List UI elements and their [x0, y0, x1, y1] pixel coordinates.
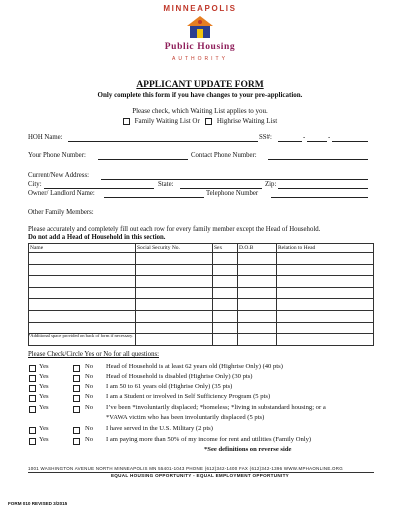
no-checkbox[interactable]: [73, 365, 80, 372]
table-cell[interactable]: [213, 299, 238, 311]
question-5-continuation: *VAWA victim who has been involuntarily displaced (5 pts): [106, 414, 265, 421]
col-name: Name: [29, 244, 136, 253]
ssn-field-1[interactable]: [278, 134, 302, 142]
no-checkbox[interactable]: [73, 427, 80, 434]
ssn-field-2[interactable]: [307, 134, 327, 142]
no-label: No: [85, 425, 94, 432]
table-row: [29, 253, 374, 265]
no-checkbox[interactable]: [73, 438, 80, 445]
yes-checkbox[interactable]: [29, 365, 36, 372]
table-row: [29, 287, 374, 299]
table-cell[interactable]: [277, 287, 374, 299]
yes-label: Yes: [39, 383, 49, 390]
yes-label: Yes: [39, 393, 49, 400]
additional-space-note: *Additional space provided on back of form if necessary.: [28, 333, 134, 338]
table-cell[interactable]: [213, 264, 238, 276]
table-cell[interactable]: [213, 276, 238, 288]
waiting-list-instruction: Please check, which Waiting List applies to you.: [132, 107, 268, 115]
table-cell[interactable]: [238, 299, 277, 311]
highrise-list-checkbox[interactable]: [205, 118, 212, 125]
address-field[interactable]: [101, 172, 368, 180]
no-label: No: [85, 363, 94, 370]
hoh-name-label: HOH Name:: [28, 134, 63, 141]
family-instruction: Please accurately and completely fill out each row for every family member except the Head of Household.: [28, 226, 321, 233]
no-label: No: [85, 383, 94, 390]
no-label: No: [85, 373, 94, 380]
mpha-logo: [140, 4, 260, 70]
table-cell[interactable]: [277, 253, 374, 265]
yes-checkbox[interactable]: [29, 427, 36, 434]
table-cell[interactable]: [213, 310, 238, 322]
table-cell[interactable]: [29, 322, 136, 334]
question-text: I have served in the U.S. Military (2 pts): [106, 425, 213, 432]
zip-label: Zip:: [265, 181, 277, 188]
table-cell[interactable]: [213, 253, 238, 265]
form-number: FORM 010 REVISED 3/2015: [8, 501, 68, 506]
phone-label: Your Phone Number:: [28, 152, 86, 159]
table-row: [29, 310, 374, 322]
table-cell[interactable]: [277, 334, 374, 346]
table-cell[interactable]: [238, 310, 277, 322]
no-checkbox[interactable]: [73, 385, 80, 392]
table-cell[interactable]: [136, 287, 213, 299]
table-row: [29, 264, 374, 276]
table-cell[interactable]: [238, 287, 277, 299]
table-row: [29, 276, 374, 288]
table-cell[interactable]: [277, 310, 374, 322]
waiting-list-choices: [0, 117, 400, 125]
table-cell[interactable]: [136, 322, 213, 334]
ssn-field-3[interactable]: [332, 134, 368, 142]
or-label: Or: [192, 117, 200, 125]
owner-label: Owner/ Landlord Name:: [28, 190, 95, 197]
zip-field[interactable]: [278, 181, 368, 189]
ssn-label: SS#:: [259, 134, 272, 141]
col-sex: Sex: [213, 244, 238, 253]
table-cell[interactable]: [136, 299, 213, 311]
table-cell[interactable]: [29, 253, 136, 265]
table-cell[interactable]: [136, 276, 213, 288]
phone-field[interactable]: [98, 152, 188, 160]
question-text: I’ve been *involuntarily displaced; *homeless; *living in substandard housing; or a: [106, 404, 326, 411]
table-row: [29, 299, 374, 311]
table-cell[interactable]: [238, 253, 277, 265]
logo-mid-text: Public Housing: [164, 42, 236, 52]
family-members-table: [28, 243, 374, 346]
no-checkbox[interactable]: [73, 395, 80, 402]
table-cell[interactable]: [29, 310, 136, 322]
footer-address: 1001 WASHINGTON AVENUE NORTH MINNEAPOLIS MN 55401-1043 PHONE (612)342-1400 FAX (612)342-1396 WWW.MPHAONLINE.ORG: [28, 466, 343, 471]
table-cell[interactable]: [238, 264, 277, 276]
address-label: Current/New Address:: [28, 172, 89, 179]
table-cell[interactable]: [238, 322, 277, 334]
table-row: [29, 322, 374, 334]
owner-field[interactable]: [104, 190, 204, 198]
state-field[interactable]: [180, 181, 262, 189]
table-cell[interactable]: [277, 276, 374, 288]
table-cell[interactable]: [29, 287, 136, 299]
table-cell[interactable]: [213, 287, 238, 299]
table-header-row: [29, 244, 374, 253]
yes-checkbox[interactable]: [29, 375, 36, 382]
contact-phone-field[interactable]: [268, 152, 368, 160]
yes-checkbox[interactable]: [29, 438, 36, 445]
logo-bottom-text: AUTHORITY: [172, 56, 228, 62]
yes-label: Yes: [39, 404, 49, 411]
footer-tagline: EQUAL HOUSING OPPORTUNITY - EQUAL EMPLOYMENT OPPORTUNITY: [110, 473, 290, 478]
yes-checkbox[interactable]: [29, 385, 36, 392]
state-label: State:: [158, 181, 174, 188]
yes-checkbox[interactable]: [29, 406, 36, 413]
table-cell[interactable]: [277, 264, 374, 276]
table-cell[interactable]: [29, 299, 136, 311]
table-cell[interactable]: [136, 264, 213, 276]
no-label: No: [85, 393, 94, 400]
col-ssn: Social Security No.: [136, 244, 213, 253]
table-cell[interactable]: [213, 322, 238, 334]
telephone-field[interactable]: [271, 190, 368, 198]
table-cell[interactable]: [136, 310, 213, 322]
form-title: APPLICANT UPDATE FORM: [136, 80, 264, 90]
definitions-note: *See definitions on reverse side: [204, 446, 292, 453]
yes-label: Yes: [39, 425, 49, 432]
yes-label: Yes: [39, 363, 49, 370]
questions-heading: Please Check/Circle Yes or No for all questions:: [28, 351, 160, 358]
yes-checkbox[interactable]: [29, 395, 36, 402]
family-list-label: Family Waiting List: [134, 117, 191, 125]
telephone-label: Telephone Number: [206, 190, 259, 197]
logo-top-text: MINNEAPOLIS: [163, 4, 237, 13]
question-text: Head of Household is disabled (Highrise Only) (30 pts): [106, 373, 253, 380]
question-text: Head of Household is at least 62 years old (Highrise Only) (40 pts): [106, 363, 283, 370]
table-cell[interactable]: [136, 253, 213, 265]
question-text: I am 50 to 61 years old (Highrise Only) (35 pts): [106, 383, 233, 390]
family-warning: Do not add a Head of Household in this section.: [28, 234, 166, 241]
table-cell[interactable]: [29, 276, 136, 288]
city-field[interactable]: [44, 181, 154, 189]
table-cell[interactable]: [277, 322, 374, 334]
form-subtitle: Only complete this form if you have changes to your pre-application.: [97, 91, 303, 99]
no-checkbox[interactable]: [73, 406, 80, 413]
family-list-checkbox[interactable]: [123, 118, 130, 125]
no-checkbox[interactable]: [73, 375, 80, 382]
table-cell[interactable]: [213, 334, 238, 346]
no-label: No: [85, 404, 94, 411]
question-text: I am paying more than 50% of my income for rent and utilities (Family Only): [106, 436, 312, 443]
table-cell[interactable]: [29, 264, 136, 276]
yes-label: Yes: [39, 436, 49, 443]
yes-label: Yes: [39, 373, 49, 380]
col-relation: Relation to Head: [277, 244, 374, 253]
table-cell[interactable]: [136, 334, 213, 346]
highrise-list-label: Highrise Waiting List: [216, 117, 278, 125]
table-cell[interactable]: [277, 299, 374, 311]
hoh-name-field[interactable]: [68, 134, 258, 142]
table-cell[interactable]: [238, 334, 277, 346]
house-logo-icon: [184, 14, 216, 40]
contact-phone-label: Contact Phone Number:: [191, 152, 257, 159]
table-cell[interactable]: [238, 276, 277, 288]
col-dob: D.O.B: [238, 244, 277, 253]
question-text: I am a Student or involved in Self Sufficiency Program (5 pts): [106, 393, 271, 400]
city-label: City:: [28, 181, 42, 188]
other-members-label: Other Family Members:: [28, 209, 94, 216]
no-label: No: [85, 436, 94, 443]
